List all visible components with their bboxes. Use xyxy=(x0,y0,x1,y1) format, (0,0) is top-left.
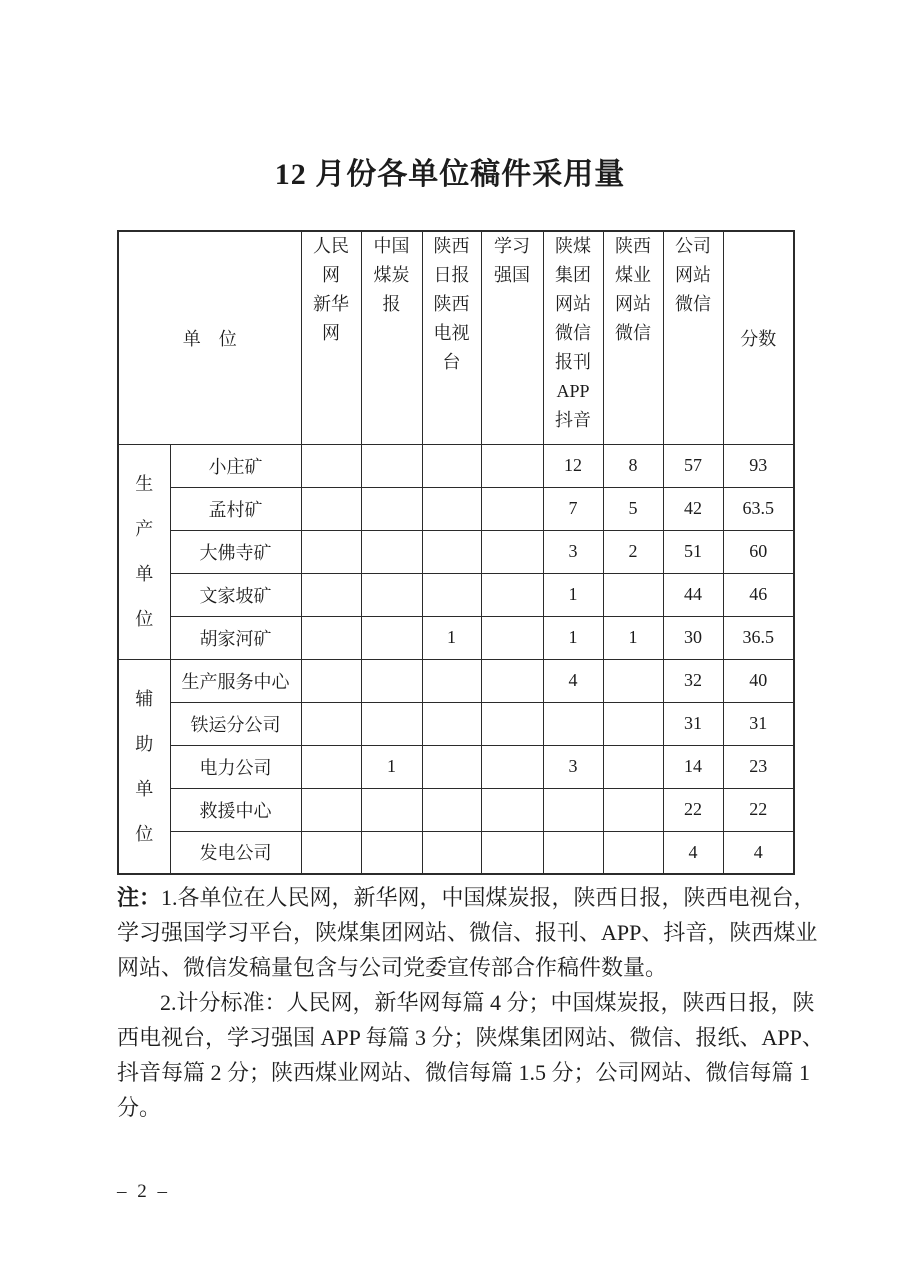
unit-name-cell: 大佛寺矿 xyxy=(170,530,301,573)
value-cell xyxy=(481,745,543,788)
value-cell xyxy=(361,788,422,831)
value-cell xyxy=(422,831,481,874)
header-line: 煤业 xyxy=(615,265,651,285)
table-row xyxy=(118,573,794,616)
value-cell xyxy=(603,745,663,788)
value-cell: 2 xyxy=(603,530,663,573)
table-row xyxy=(118,745,794,788)
column-header-gongsi-wangzhan xyxy=(663,231,723,444)
value-cell xyxy=(422,788,481,831)
value-cell: 5 xyxy=(603,487,663,530)
value-cell: 32 xyxy=(663,659,723,702)
value-cell xyxy=(603,702,663,745)
header-line: 煤炭 xyxy=(373,265,410,285)
value-cell xyxy=(422,444,481,487)
value-cell xyxy=(361,530,422,573)
header-line: 陕煤 xyxy=(555,236,591,256)
vertical-label xyxy=(119,475,170,628)
header-line: APP xyxy=(556,381,590,401)
value-cell xyxy=(481,831,543,874)
header-line: 集团 xyxy=(555,265,591,285)
value-cell xyxy=(301,745,361,788)
value-cell xyxy=(481,573,543,616)
value-cell: 14 xyxy=(663,745,723,788)
value-cell: 1 xyxy=(603,616,663,659)
header-line: 网站 xyxy=(615,294,651,314)
value-cell xyxy=(422,659,481,702)
value-cell: 1 xyxy=(543,573,603,616)
group-char: 生 xyxy=(135,474,154,494)
header-line: 人民 xyxy=(313,236,349,256)
group-char: 位 xyxy=(135,823,154,844)
group-label-production-units xyxy=(118,444,170,659)
score-cell: 46 xyxy=(723,573,794,616)
value-cell xyxy=(361,831,422,874)
table-row xyxy=(118,659,794,702)
value-cell xyxy=(481,659,543,702)
value-cell: 57 xyxy=(663,444,723,487)
value-cell xyxy=(301,831,361,874)
group-char: 助 xyxy=(135,733,154,754)
table-row xyxy=(118,444,794,487)
value-cell xyxy=(361,573,422,616)
value-cell xyxy=(361,659,422,702)
table-row xyxy=(118,616,794,659)
value-cell: 22 xyxy=(663,788,723,831)
value-cell: 12 xyxy=(543,444,603,487)
value-cell: 3 xyxy=(543,530,603,573)
note-line: 西电视台，学习强国 APP 每篇 3 分；陕煤集团网站、微信、报纸、APP、 xyxy=(117,1025,824,1050)
value-cell xyxy=(603,659,663,702)
header-line: 网站 xyxy=(555,294,591,314)
unit-name-cell: 铁运分公司 xyxy=(170,702,301,745)
value-cell: 44 xyxy=(663,573,723,616)
value-cell: 51 xyxy=(663,530,723,573)
group-char: 单 xyxy=(135,778,154,799)
group-char: 位 xyxy=(135,609,154,629)
header-line: 学习 xyxy=(494,236,530,256)
note-line: 2.计分标准：人民网，新华网每篇 4 分；中国煤炭报，陕西日报，陕 xyxy=(160,990,815,1015)
score-cell: 40 xyxy=(723,659,794,702)
value-cell: 1 xyxy=(422,616,481,659)
value-cell xyxy=(481,530,543,573)
value-cell xyxy=(422,530,481,573)
header-line: 微信 xyxy=(675,294,711,314)
value-cell: 30 xyxy=(663,616,723,659)
value-cell xyxy=(603,573,663,616)
value-cell: 8 xyxy=(603,444,663,487)
value-cell xyxy=(481,487,543,530)
note-line: 网站、微信发稿量包含与公司党委宣传部合作稿件数量。 xyxy=(117,955,668,980)
header-line: 强国 xyxy=(494,265,530,285)
value-cell xyxy=(543,831,603,874)
value-cell xyxy=(301,616,361,659)
value-cell xyxy=(481,616,543,659)
note-line: 学习强国学习平台，陕煤集团网站、微信、报刊、APP、抖音，陕西煤业 xyxy=(117,920,818,945)
group-label-auxiliary-units xyxy=(118,659,170,874)
value-cell xyxy=(301,788,361,831)
value-cell xyxy=(361,702,422,745)
value-cell xyxy=(543,788,603,831)
score-cell: 60 xyxy=(723,530,794,573)
header-line: 公司 xyxy=(675,236,711,256)
header-line: 陕西 xyxy=(433,236,470,256)
header-line: 新华 xyxy=(313,294,349,314)
header-line: 网站 xyxy=(675,265,711,285)
score-table xyxy=(117,230,795,875)
value-cell: 4 xyxy=(663,831,723,874)
value-cell xyxy=(301,444,361,487)
value-cell xyxy=(301,487,361,530)
group-char: 单 xyxy=(135,564,154,584)
value-cell: 1 xyxy=(543,616,603,659)
value-cell xyxy=(422,745,481,788)
footnotes xyxy=(117,880,824,1125)
note-label: 注： xyxy=(117,885,162,910)
unit-name-cell: 文家坡矿 xyxy=(170,573,301,616)
value-cell xyxy=(361,616,422,659)
value-cell xyxy=(361,487,422,530)
value-cell: 42 xyxy=(663,487,723,530)
unit-name-cell: 孟村矿 xyxy=(170,487,301,530)
unit-name-cell: 发电公司 xyxy=(170,831,301,874)
value-cell xyxy=(422,487,481,530)
table-header-row xyxy=(118,231,794,444)
column-header-renminwang-xinhuawang xyxy=(301,231,361,444)
header-line: 电视 xyxy=(433,323,470,343)
unit-name-cell: 电力公司 xyxy=(170,745,301,788)
score-cell: 22 xyxy=(723,788,794,831)
score-cell: 4 xyxy=(723,831,794,874)
unit-name-cell: 生产服务中心 xyxy=(170,659,301,702)
score-cell: 63.5 xyxy=(723,487,794,530)
note-text: 1.各单位在人民网，新华网，中国煤炭报，陕西日报，陕西电视台， xyxy=(161,885,816,910)
header-line: 陕西 xyxy=(615,236,651,256)
value-cell xyxy=(481,444,543,487)
vertical-label xyxy=(119,690,170,843)
value-cell xyxy=(361,444,422,487)
value-cell: 31 xyxy=(663,702,723,745)
unit-name-cell: 救援中心 xyxy=(170,788,301,831)
header-line: 日报 xyxy=(433,265,470,285)
page-number: – 2 – xyxy=(117,1181,170,1202)
value-cell: 3 xyxy=(543,745,603,788)
value-cell xyxy=(301,659,361,702)
header-line: 报 xyxy=(382,294,401,314)
value-cell xyxy=(422,573,481,616)
table-row xyxy=(118,487,794,530)
header-line: 网 xyxy=(322,323,340,343)
score-cell: 23 xyxy=(723,745,794,788)
header-line: 中国 xyxy=(373,236,410,256)
header-line: 抖音 xyxy=(555,410,591,430)
header-line: 微信 xyxy=(615,323,651,343)
group-char: 辅 xyxy=(135,688,154,709)
value-cell: 7 xyxy=(543,487,603,530)
value-cell xyxy=(603,831,663,874)
value-cell xyxy=(301,702,361,745)
unit-name-cell: 胡家河矿 xyxy=(170,616,301,659)
column-header-zhongguo-meitanbao xyxy=(361,231,422,444)
value-cell xyxy=(422,702,481,745)
group-char: 产 xyxy=(135,519,154,539)
value-cell xyxy=(301,573,361,616)
table-row xyxy=(118,702,794,745)
column-header-shanxiribao-dianshitai xyxy=(422,231,481,444)
header-line: 陕西 xyxy=(433,294,470,314)
table-row xyxy=(118,831,794,874)
table-row xyxy=(118,530,794,573)
page-title: 12 月份各单位稿件采用量 xyxy=(274,158,626,191)
note-line xyxy=(117,880,816,915)
score-cell: 31 xyxy=(723,702,794,745)
column-header-xuexiqiangguo xyxy=(481,231,543,444)
note-line: 分。 xyxy=(117,1095,162,1120)
score-cell: 36.5 xyxy=(723,616,794,659)
header-line: 微信 xyxy=(555,323,591,343)
value-cell xyxy=(543,702,603,745)
value-cell xyxy=(481,788,543,831)
table-row xyxy=(118,788,794,831)
column-header-unit: 单 位 xyxy=(118,231,301,444)
column-header-shanmei-jituan xyxy=(543,231,603,444)
header-line: 台 xyxy=(442,352,461,372)
value-cell xyxy=(481,702,543,745)
header-line: 报刊 xyxy=(555,352,591,372)
header-line: 网 xyxy=(322,265,340,285)
note-line: 抖音每篇 2 分；陕西煤业网站、微信每篇 1.5 分；公司网站、微信每篇 1 xyxy=(117,1060,811,1085)
column-header-shanxi-meiye xyxy=(603,231,663,444)
value-cell: 4 xyxy=(543,659,603,702)
value-cell: 1 xyxy=(361,745,422,788)
unit-name-cell: 小庄矿 xyxy=(170,444,301,487)
value-cell xyxy=(301,530,361,573)
score-cell: 93 xyxy=(723,444,794,487)
column-header-fenshu: 分数 xyxy=(723,231,794,444)
value-cell xyxy=(603,788,663,831)
